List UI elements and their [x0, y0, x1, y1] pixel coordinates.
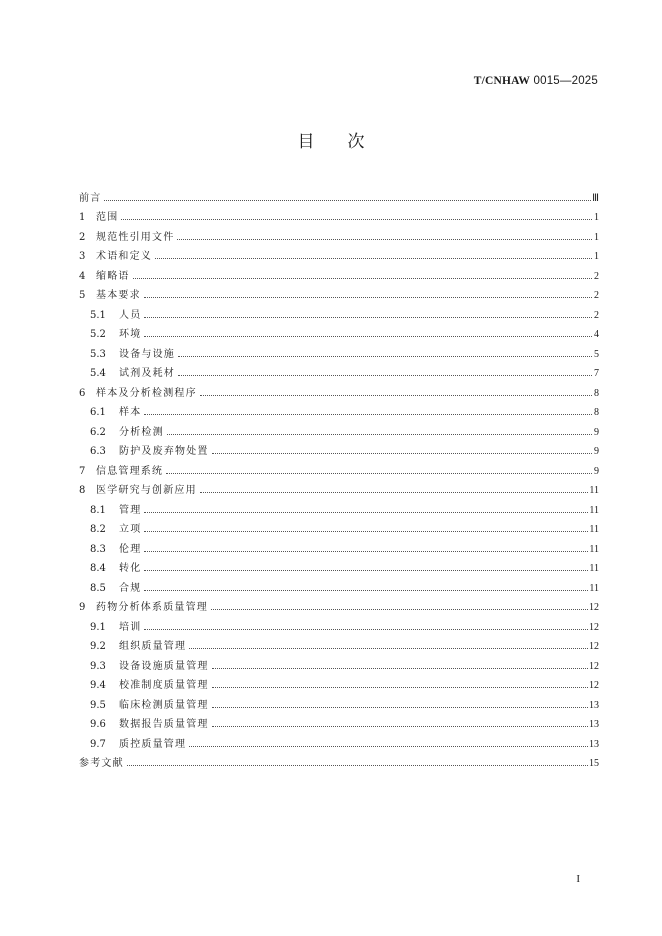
- toc-entry-label: 术语和定义: [96, 251, 152, 262]
- toc-entry-number: 9.2: [90, 641, 106, 652]
- toc-entry-label: 转化: [119, 563, 142, 574]
- table-of-contents: [79, 185, 599, 770]
- toc-entry-number: 5.4: [90, 368, 106, 379]
- toc-entry[interactable]: [79, 712, 599, 732]
- toc-dot-leader: [212, 453, 592, 454]
- toc-entry-page: 4: [594, 329, 599, 340]
- toc-entry-number: 9.3: [90, 660, 106, 672]
- document-code: [474, 75, 598, 87]
- toc-entry-label: 立项: [119, 524, 142, 535]
- toc-entry-label: 设备设施质量管理: [119, 660, 209, 672]
- toc-entry-page: 12: [589, 602, 599, 613]
- toc-entry-number: 8.4: [90, 563, 106, 574]
- toc-entry-page: 11: [589, 524, 599, 535]
- toc-entry[interactable]: [79, 556, 599, 576]
- toc-entry[interactable]: [79, 458, 599, 478]
- toc-entry-label: 伦理: [119, 543, 142, 555]
- toc-entry[interactable]: [79, 634, 599, 654]
- toc-entry-number: 5.2: [90, 329, 106, 340]
- toc-entry[interactable]: [79, 302, 599, 322]
- toc-entry-number: 9.1: [90, 621, 106, 633]
- toc-dot-leader: [212, 707, 588, 708]
- toc-entry-page: 11: [589, 582, 599, 594]
- toc-entry-label: 分析检测: [119, 426, 164, 438]
- toc-entry-page: 12: [589, 660, 599, 672]
- footer-page-number: I: [576, 873, 580, 885]
- toc-dot-leader: [177, 239, 592, 240]
- toc-entry-label: 数据报告质量管理: [119, 719, 209, 730]
- toc-entry-label: 样本及分析检测程序: [96, 387, 197, 399]
- toc-entry-number: 5.1: [90, 309, 106, 321]
- toc-entry[interactable]: [79, 224, 599, 244]
- toc-dot-leader: [121, 219, 592, 220]
- toc-dot-leader: [144, 297, 592, 298]
- toc-entry-number: 8.1: [90, 504, 106, 516]
- toc-entry-page: 2: [594, 309, 599, 321]
- toc-entry-page: 12: [589, 641, 599, 652]
- toc-entry-page: 8: [594, 387, 599, 399]
- toc-entry-page: 11: [589, 485, 599, 496]
- toc-dot-leader: [200, 492, 589, 493]
- toc-dot-leader: [144, 570, 588, 571]
- toc-entry-label: 防护及废弃物处置: [119, 446, 209, 457]
- toc-entry-page: 1: [594, 212, 599, 223]
- toc-entry-page: 13: [589, 699, 599, 711]
- toc-dot-leader: [212, 687, 588, 688]
- toc-entry-label: 培训: [119, 621, 142, 633]
- toc-entry-number: 7: [79, 465, 86, 477]
- toc-dot-leader: [167, 434, 592, 435]
- toc-entry-page: 9: [594, 465, 599, 477]
- toc-entry-label: 规范性引用文件: [96, 231, 175, 243]
- toc-entry-number: 6.3: [90, 446, 106, 457]
- document-code-prefix: T/CNHAW: [473, 75, 531, 87]
- toc-entry-page: 5: [594, 348, 599, 360]
- toc-entry[interactable]: [79, 380, 599, 400]
- toc-dot-leader: [144, 414, 592, 415]
- toc-entry-number: 4: [79, 270, 86, 282]
- page-title: 目次: [297, 132, 398, 152]
- toc-entry[interactable]: [79, 517, 599, 537]
- toc-entry-label: 质控质量管理: [119, 738, 187, 750]
- toc-entry-label: 校准制度质量管理: [119, 680, 209, 691]
- toc-entry[interactable]: [79, 653, 599, 673]
- toc-entry-page: 8: [594, 407, 599, 418]
- toc-dot-leader: [144, 317, 592, 318]
- toc-entry[interactable]: [79, 283, 599, 303]
- toc-entry[interactable]: [79, 595, 599, 615]
- toc-entry-page: 13: [589, 738, 599, 750]
- toc-entry[interactable]: [79, 419, 599, 439]
- toc-entry-label: 环境: [119, 329, 142, 340]
- toc-entry-number: 6: [79, 387, 86, 399]
- toc-dot-leader: [211, 609, 588, 610]
- toc-entry[interactable]: [79, 205, 599, 225]
- toc-entry[interactable]: [79, 341, 599, 361]
- toc-entry-page: 12: [589, 680, 599, 691]
- toc-entry-label: 信息管理系统: [96, 465, 164, 477]
- toc-entry-page: 13: [589, 719, 599, 730]
- toc-entry[interactable]: [79, 673, 599, 693]
- toc-entry-number: 6.2: [90, 426, 106, 438]
- toc-dot-leader: [104, 200, 591, 201]
- toc-entry-page: 9: [594, 426, 599, 438]
- toc-entry-page: 11: [589, 504, 599, 516]
- toc-entry-label: 范围: [96, 212, 119, 223]
- toc-entry-page: 11: [589, 563, 599, 574]
- toc-entry-number: 8.3: [90, 543, 106, 555]
- toc-dot-leader: [144, 551, 588, 552]
- document-code-number: 0015—2025: [530, 75, 598, 87]
- toc-entry-label: 前言: [79, 192, 102, 204]
- toc-entry[interactable]: [79, 400, 599, 420]
- toc-entry-number: 5: [79, 290, 86, 301]
- toc-entry-label: 合规: [119, 582, 142, 594]
- toc-entry[interactable]: [79, 439, 599, 459]
- toc-entry-page: 7: [594, 368, 599, 379]
- toc-entry-number: 9: [79, 602, 86, 613]
- toc-entry[interactable]: [79, 244, 599, 264]
- toc-entry-number: 8.5: [90, 582, 106, 594]
- toc-entry-page: 2: [594, 270, 599, 282]
- toc-entry-page: 1: [594, 231, 599, 243]
- toc-entry[interactable]: [79, 185, 599, 205]
- toc-entry-number: 3: [79, 251, 86, 262]
- toc-entry-number: 8: [79, 485, 86, 496]
- toc-entry-label: 样本: [119, 407, 142, 418]
- toc-dot-leader: [144, 590, 588, 591]
- toc-entry-page: 11: [589, 543, 599, 555]
- toc-dot-leader: [200, 395, 592, 396]
- toc-dot-leader: [127, 765, 588, 766]
- toc-entry-number: 5.3: [90, 348, 106, 360]
- toc-entry-page: 2: [594, 290, 599, 301]
- toc-entry[interactable]: [79, 692, 599, 712]
- toc-entry-label: 参考文献: [79, 758, 124, 769]
- toc-entry-label: 组织质量管理: [119, 641, 187, 652]
- toc-entry[interactable]: [79, 478, 599, 498]
- toc-entry-label: 设备与设施: [119, 348, 175, 360]
- toc-entry[interactable]: [79, 536, 599, 556]
- toc-entry[interactable]: [79, 575, 599, 595]
- toc-entry-number: 9.6: [90, 719, 106, 730]
- toc-entry-label: 人员: [119, 309, 142, 321]
- toc-entry-number: 2: [79, 231, 86, 243]
- toc-dot-leader: [144, 336, 592, 337]
- toc-entry-page: 15: [589, 758, 599, 769]
- toc-entry-page: 12: [589, 621, 599, 633]
- toc-entry-label: 试剂及耗材: [119, 368, 175, 379]
- toc-entry-label: 基本要求: [96, 290, 141, 301]
- toc-entry-page: 9: [594, 446, 599, 457]
- toc-entry[interactable]: [79, 751, 599, 771]
- toc-entry-number: 6.1: [90, 407, 106, 418]
- toc-dot-leader: [133, 278, 592, 279]
- toc-dot-leader: [178, 356, 592, 357]
- toc-entry-number: 1: [79, 212, 86, 223]
- toc-dot-leader: [212, 668, 588, 669]
- toc-entry-page: Ⅲ: [592, 192, 599, 204]
- toc-entry-label: 药物分析体系质量管理: [96, 602, 208, 613]
- toc-dot-leader: [178, 375, 592, 376]
- toc-dot-leader: [144, 512, 588, 513]
- toc-dot-leader: [189, 746, 588, 747]
- toc-dot-leader: [189, 648, 588, 649]
- toc-entry-label: 临床检测质量管理: [119, 699, 209, 711]
- toc-dot-leader: [166, 473, 592, 474]
- toc-dot-leader: [212, 726, 588, 727]
- toc-entry-number: 9.7: [90, 738, 106, 750]
- toc-entry-number: 9.5: [90, 699, 106, 711]
- toc-entry-page: 1: [594, 251, 599, 262]
- toc-entry-label: 管理: [119, 504, 142, 516]
- toc-dot-leader: [155, 258, 592, 259]
- toc-entry[interactable]: [79, 263, 599, 283]
- toc-entry-number: 8.2: [90, 524, 106, 535]
- toc-dot-leader: [144, 629, 588, 630]
- toc-dot-leader: [144, 531, 588, 532]
- toc-entry[interactable]: [79, 497, 599, 517]
- toc-entry[interactable]: [79, 614, 599, 634]
- toc-entry[interactable]: [79, 731, 599, 751]
- toc-entry[interactable]: [79, 361, 599, 381]
- toc-entry[interactable]: [79, 322, 599, 342]
- toc-entry-number: 9.4: [90, 680, 106, 691]
- toc-entry-label: 缩略语: [96, 270, 130, 282]
- toc-entry-label: 医学研究与创新应用: [96, 485, 197, 496]
